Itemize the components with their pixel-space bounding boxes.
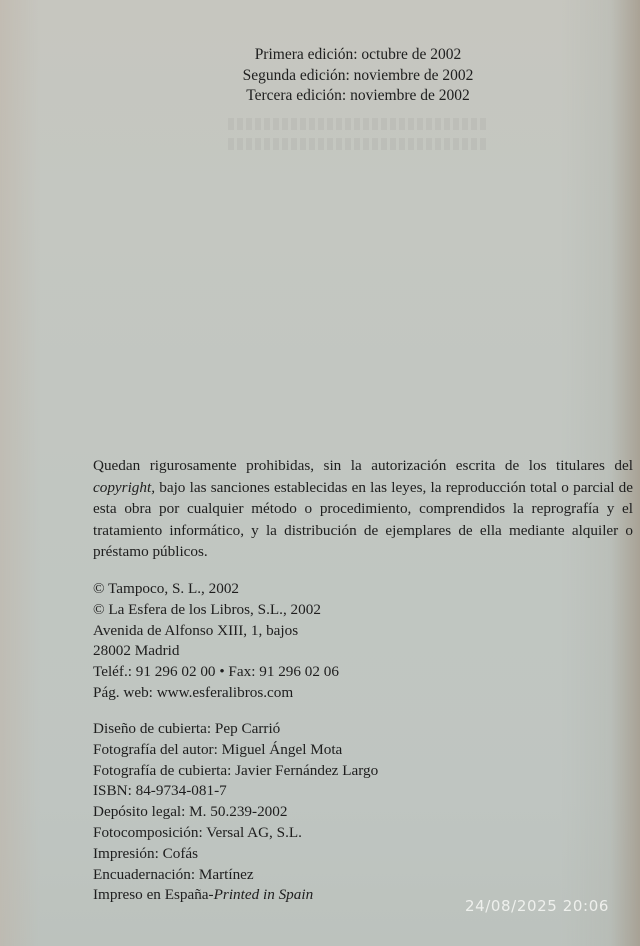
publisher-phone-fax: Teléf.: 91 296 02 00 • Fax: 91 296 02 06: [93, 663, 339, 681]
printed-in-spain-en: Printed in Spain: [213, 886, 314, 904]
credits-block: [93, 719, 378, 906]
edition-line-first: Primera edición: octubre de 2002: [254, 46, 462, 63]
credit-typesetting: Fotocomposición: Versal AG, S.L.: [93, 823, 302, 841]
legal-deposit: Depósito legal: M. 50.239-2002: [93, 803, 288, 821]
legal-notice-paragraph: [93, 455, 633, 563]
copyright-block: [93, 579, 339, 704]
photo-timestamp: 24/08/2025 20:06: [464, 897, 609, 915]
credit-printing: Impresión: Cofás: [93, 844, 199, 862]
credit-cover-photo: Fotografía de cubierta: Javier Fernández Largo: [93, 761, 379, 779]
publisher-address: Avenida de Alfonso XIII, 1, bajos: [93, 621, 299, 639]
edition-line-second: Segunda edición: noviembre de 2002: [242, 66, 474, 84]
copyright-holder-author: © Tampoco, S. L., 2002: [93, 580, 240, 597]
edition-history: [0, 45, 640, 107]
bleed-through-text: [228, 118, 488, 158]
copyright-holder-publisher: © La Esfera de los Libros, S.L., 2002: [93, 600, 321, 618]
legal-notice: [93, 455, 633, 563]
printed-in-spain-es: Impreso en España-: [93, 886, 214, 904]
credit-cover-design: Diseño de cubierta: Pep Carrió: [93, 720, 281, 737]
legal-notice-text-1: Quedan rigurosamente prohibidas, sin la autorización escrita de los titulares del: [93, 457, 633, 474]
edition-line-third: Tercera edición: noviembre de 2002: [246, 87, 470, 104]
credit-author-photo: Fotografía del autor: Miguel Ángel Mota: [93, 740, 343, 758]
credit-binding: Encuadernación: Martínez: [93, 865, 254, 883]
legal-notice-copyright-word: copyright,: [93, 478, 156, 496]
printed-in-spain: [93, 885, 378, 906]
publisher-website: Pág. web: www.esferalibros.com: [93, 683, 294, 701]
isbn: ISBN: 84-9734-081-7: [93, 782, 227, 800]
legal-notice-text-2: bajo las sanciones establecidas en las leyes, la reproducción total o parcial de esta obra por cualquier método o procedimiento, comprendidos la reprografía y el tratamiento informático, y la distribución de ejemplares de ella mediante alquiler o préstamo públicos.: [93, 478, 633, 560]
publisher-city: 28002 Madrid: [93, 642, 180, 660]
